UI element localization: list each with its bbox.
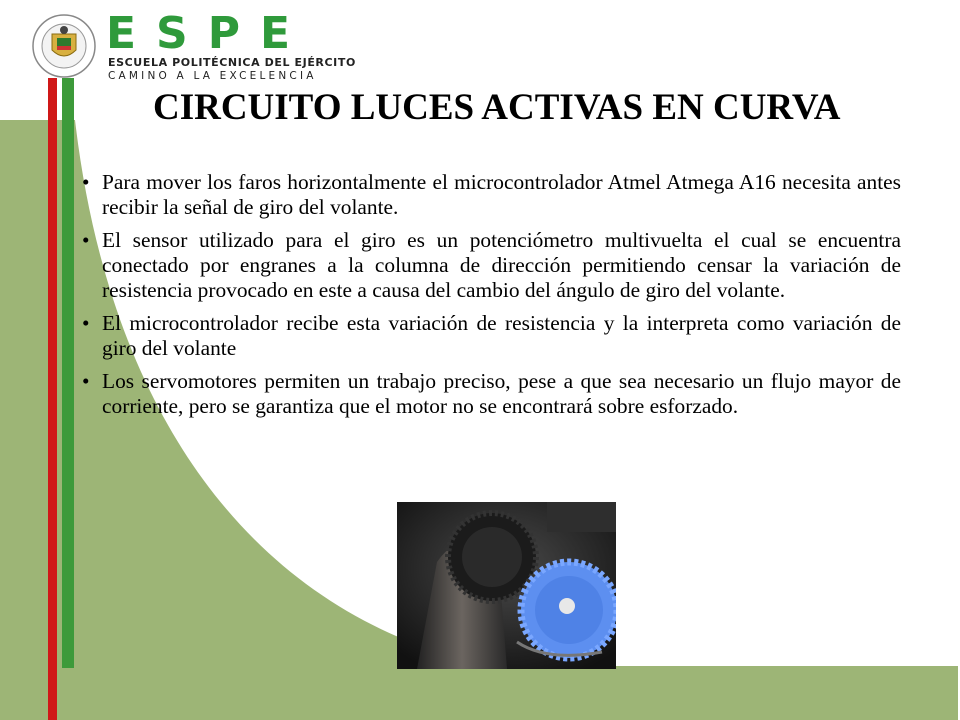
bullet-item xyxy=(78,369,901,419)
bullet-text: El microcontrolador recibe esta variación de resistencia y la interpreta como variación de giro del volante xyxy=(102,311,901,360)
slide-title: CIRCUITO LUCES ACTIVAS EN CURVA xyxy=(153,87,841,128)
espe-seal-logo xyxy=(30,14,110,78)
brand-wordmark: ESPE xyxy=(106,8,311,59)
green-stripe xyxy=(62,78,74,668)
bullet-glyph: • xyxy=(82,170,90,194)
bullet-item xyxy=(78,311,901,361)
bullet-item xyxy=(78,170,901,220)
bullet-glyph: • xyxy=(82,311,90,335)
bullet-text: Los servomotores permiten un trabajo preciso, pese a que sea necesario un flujo mayor de corriente, pero se garantiza que el motor no se encontrará sobre esforzado. xyxy=(102,369,901,418)
bullet-list xyxy=(78,170,901,427)
brand-motto: CAMINO A LA EXCELENCIA xyxy=(108,70,317,82)
bullet-text: Para mover los faros horizontalmente el microcontrolador Atmel Atmega A16 necesita antes recibir la señal de giro del volante. xyxy=(102,170,901,219)
bullet-text: El sensor utilizado para el giro es un potenciómetro multivuelta el cual se encuentra conectado por engranes a la columna de dirección permitiendo censar la variación de resistencia provocado en este a causa del cambio del ángulo de giro del volante. xyxy=(102,228,901,302)
bullet-glyph: • xyxy=(82,228,90,252)
gears-illustration xyxy=(397,502,616,669)
brand-subtitle: ESCUELA POLITÉCNICA DEL EJÉRCITO xyxy=(108,56,356,69)
bottom-band xyxy=(0,666,958,720)
bullet-glyph: • xyxy=(82,369,90,393)
red-stripe xyxy=(48,78,57,720)
bullet-item xyxy=(78,228,901,303)
gears-photo xyxy=(397,502,616,669)
